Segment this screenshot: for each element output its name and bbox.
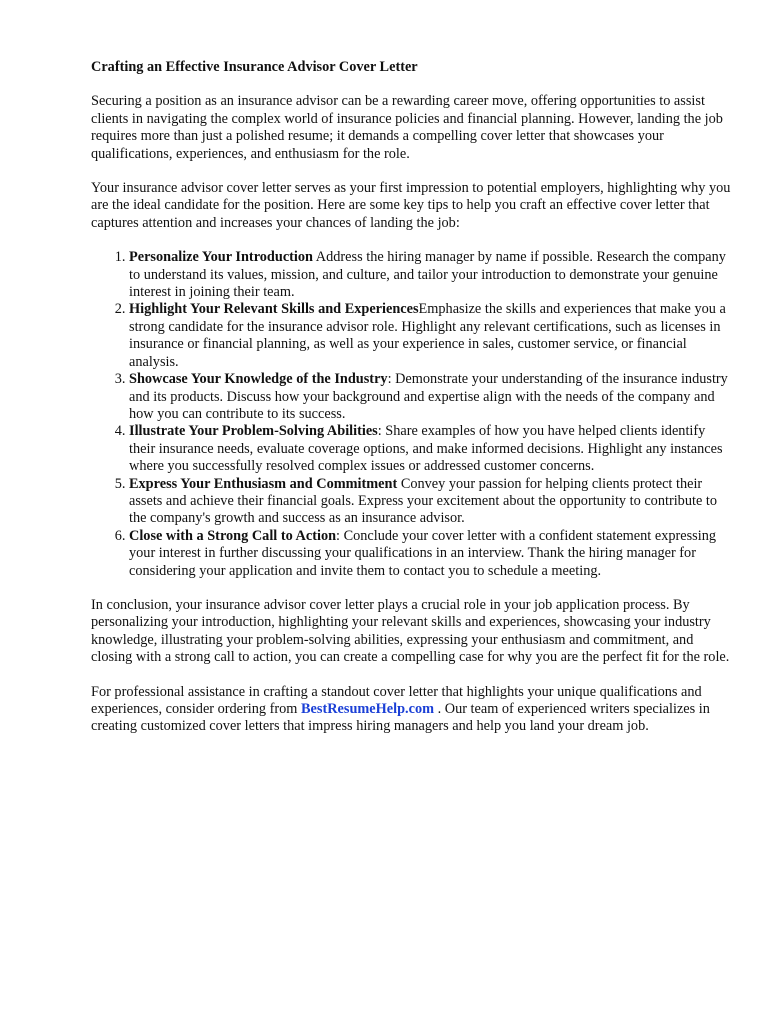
tip-title: Express Your Enthusiasm and Commitment (129, 475, 398, 492)
tip-item (129, 371, 731, 423)
conclusion-paragraph: In conclusion, your insurance advisor cover letter plays a crucial role in your job application process. By personalizing your introduction, highlighting your relevant skills and experiences, showcasing your industry knowledge, illustrating your problem-solving abilities, expressing your enthusiasm and commitment, and closing with a strong call to action, you can create a compelling case for why you are the perfect fit for the role. (91, 596, 730, 666)
tip-text: Convey your passion for helping clients protect their assets and achieve their financial goals. Express your excitement about the opportunity to contribute to the company's growth and success as an insurance advisor. (129, 475, 717, 527)
tip-text: : Share examples of how you have helped clients identify their insurance needs, evaluate coverage options, and make informed decisions. Highlight any instances where you successfully resolved complex issues or addressed customer concerns. (129, 423, 723, 475)
document-page (91, 59, 731, 753)
tip-item (129, 423, 731, 475)
tip-item (129, 301, 731, 371)
tip-title: Personalize Your Introduction (129, 249, 314, 266)
tips-intro-paragraph: Your insurance advisor cover letter serves as your first impression to potential employers, highlighting why you are the ideal candidate for the position. Here are some key tips to help you craft an effective cover letter that captures attention and increases your chances of landing the job: (91, 180, 731, 231)
tip-title: Showcase Your Knowledge of the Industry (129, 371, 388, 388)
tip-title: Highlight Your Relevant Skills and Experiences (129, 301, 419, 318)
tips-list (91, 249, 731, 580)
tip-item (129, 528, 731, 580)
tip-text: Address the hiring manager by name if possible. Research the company to understand its values, mission, and culture, and tailor your introduction to demonstrate your genuine interest in joining their team. (129, 249, 726, 301)
closing-paragraph (91, 684, 731, 736)
closing-text-before-link: For professional assistance in crafting a standout cover letter that highlights your unique qualifications and experiences, consider ordering from (91, 683, 702, 717)
tip-item (129, 249, 731, 301)
tip-title: Illustrate Your Problem-Solving Abilities (129, 423, 378, 440)
tip-title: Close with a Strong Call to Action (129, 527, 337, 544)
tip-text: : Demonstrate your understanding of the insurance industry and its products. Discuss how your background and expertise align with the needs of the company and how you can contribute to its success. (129, 371, 728, 422)
closing-text-after-link: . Our team of experienced writers specializes in creating customized cover letters that impress hiring managers and help you land your dream job. (91, 701, 710, 735)
tip-text: : Conclude your cover letter with a confident statement expressing your interest in further discussing your qualifications in an interview. Thank the hiring manager for considering your application and invite them to contact you to schedule a meeting. (129, 527, 716, 579)
tip-text: Emphasize the skills and experiences that make you a strong candidate for the insurance advisor role. Highlight any relevant certifications, such as licenses in insurance or financial planning, as well as your experience in sales, customer service, or financial analysis. (129, 301, 726, 370)
bestresumehelp-link[interactable]: BestResumeHelp.com (301, 701, 435, 717)
intro-paragraph: Securing a position as an insurance advisor can be a rewarding career move, offering opportunities to assist clients in navigating the complex world of insurance policies and financial planning. However, landing the job requires more than just a polished resume; it demands a compelling cover letter that showcases your qualifications, experiences, and enthusiasm for the role. (91, 93, 723, 162)
document-title: Crafting an Effective Insurance Advisor Cover Letter (91, 59, 418, 75)
tip-item (129, 476, 731, 528)
